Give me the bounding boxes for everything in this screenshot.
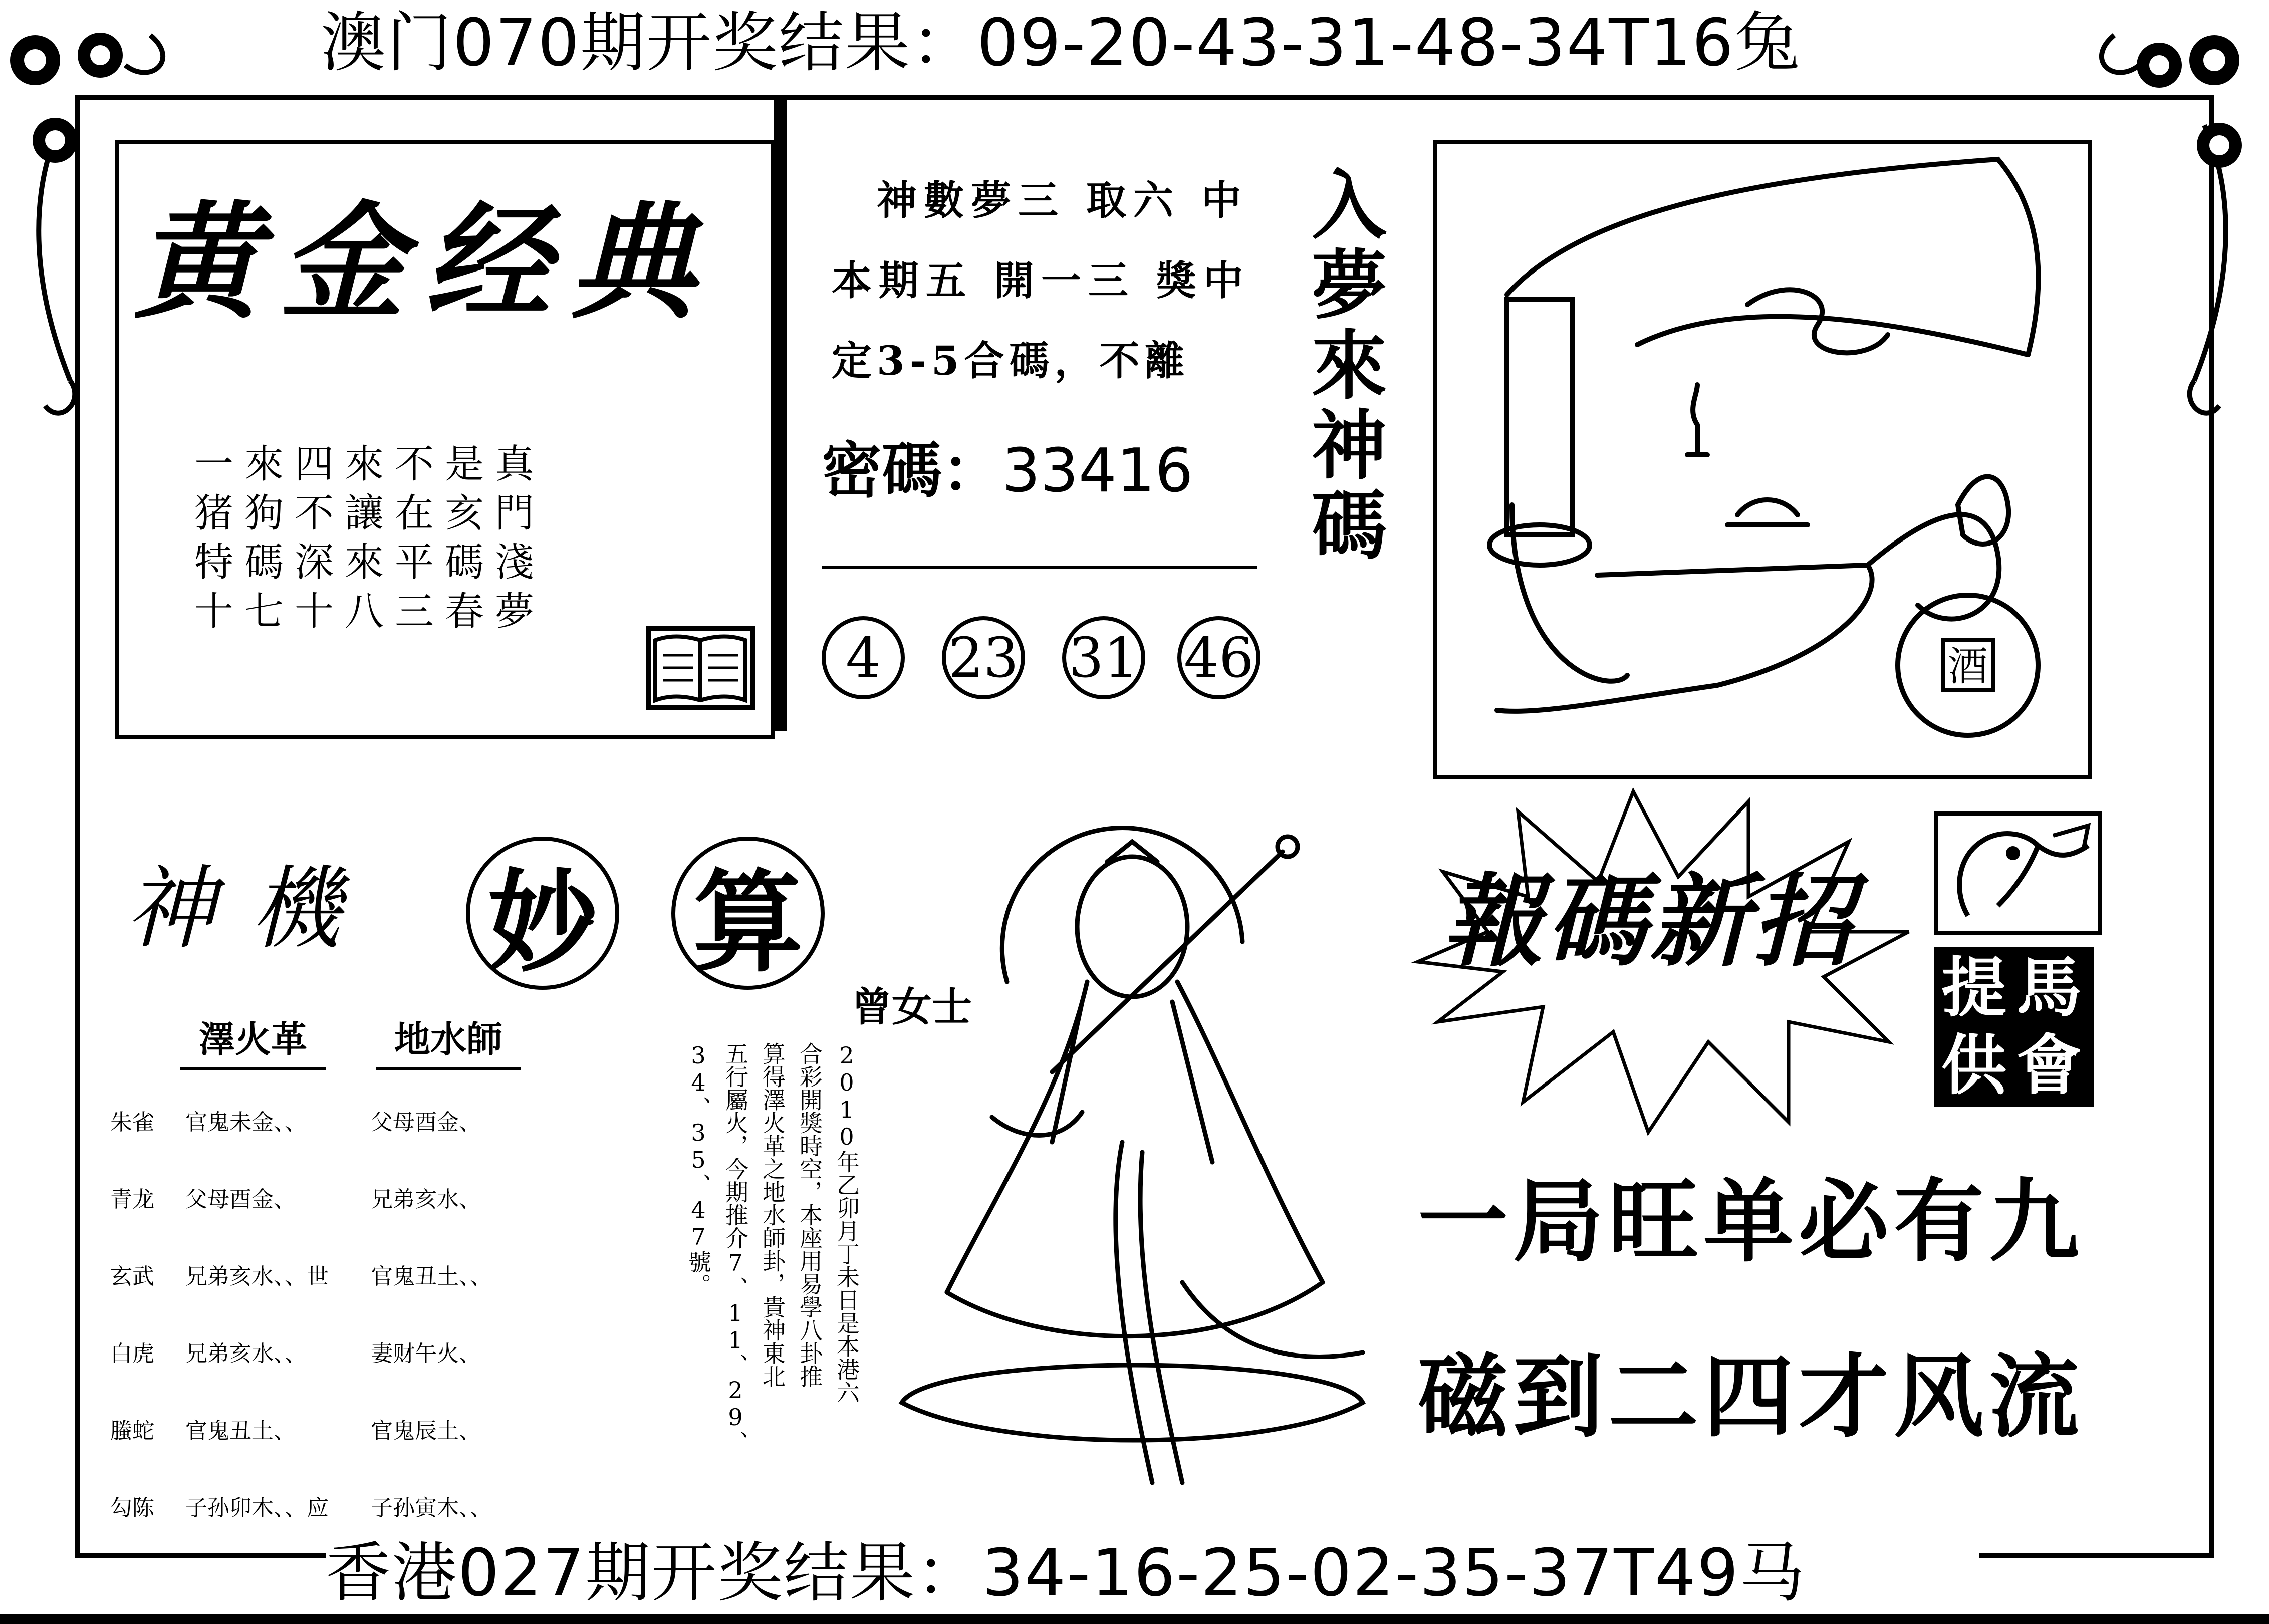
report-code-title: 報碼新招 xyxy=(1443,863,1856,980)
golden-classic-panel xyxy=(115,140,775,739)
title-char-miao-circle xyxy=(466,837,619,990)
number-ball-3-value: 31 xyxy=(1069,626,1139,690)
poem-line-2: 猪狗不讓在亥門 xyxy=(194,491,546,536)
row-beast: 青龙 xyxy=(110,1187,154,1212)
row-right: 官鬼辰土、 xyxy=(371,1418,481,1444)
table-row xyxy=(110,1403,611,1459)
table-row xyxy=(110,1326,611,1382)
explanation-col-1: 2010年乙卯月丁未日是本港六 xyxy=(833,1042,860,1404)
row-right: 父母酉金、 xyxy=(371,1110,481,1135)
number-ball-2 xyxy=(942,616,1025,699)
dream-divider xyxy=(822,566,1257,569)
title-char-ji: 機 xyxy=(250,857,341,961)
provider-char-2: 馬 xyxy=(2016,950,2082,1026)
number-ball-4-value: 46 xyxy=(1184,626,1254,690)
secret-code xyxy=(822,431,1193,511)
poem-line-3: 特碼深來平碼淺 xyxy=(194,540,546,585)
title-char-miao: 妙 xyxy=(487,857,598,987)
row-beast: 勾陈 xyxy=(110,1495,154,1521)
dream-line-2: 本期五 開一三 獎中 xyxy=(832,257,1250,304)
bottom-scan-edge xyxy=(0,1614,2269,1624)
title-char-suan-circle xyxy=(671,837,825,990)
horse-head-icon xyxy=(1938,816,2098,931)
row-right: 官鬼丑土、、 xyxy=(371,1264,492,1289)
row-left: 子孙卯木、、应 xyxy=(185,1495,329,1521)
open-book-icon xyxy=(645,625,755,710)
secret-code-label: 密碼： xyxy=(822,435,1002,506)
table-row xyxy=(110,1480,611,1536)
hongkong-result-footer: 香港027期开奖结果：34-16-25-02-35-37T49马 xyxy=(326,1535,1979,1610)
provider-block xyxy=(1934,947,2094,1107)
slogan-line-1: 一局旺单必有九 xyxy=(1418,1170,2085,1274)
number-ball-1-value: 4 xyxy=(846,626,881,690)
explanation-text xyxy=(601,1042,862,1523)
table-row xyxy=(110,1095,611,1151)
golden-classic-poem xyxy=(194,440,695,636)
provider-char-3: 供 xyxy=(1941,1027,2007,1104)
deity-illustration-icon xyxy=(872,791,1393,1513)
vertical-divider xyxy=(774,100,787,731)
hexagram-rows xyxy=(110,1095,611,1536)
row-right: 妻财午火、 xyxy=(371,1341,481,1367)
hexagram-table xyxy=(110,1012,611,1538)
row-right: 子孙寅木、、 xyxy=(371,1495,492,1521)
number-ball-2-value: 23 xyxy=(948,626,1019,690)
wine-jar-label: 酒 xyxy=(1948,643,1988,690)
scholar-drawing-icon xyxy=(1437,144,2088,775)
number-ball-4 xyxy=(1177,616,1260,699)
dream-code-panel xyxy=(822,170,1273,721)
row-left: 官鬼丑土、 xyxy=(185,1418,296,1444)
dream-line-3: 定3-5合碼，不離 xyxy=(832,337,1190,384)
secret-code-value: 33416 xyxy=(1002,436,1193,506)
row-left: 兄弟亥水、、 xyxy=(185,1341,307,1367)
poem-line-4: 十七十八三春夢 xyxy=(194,589,546,634)
row-beast: 白虎 xyxy=(110,1341,154,1367)
title-char-suan: 算 xyxy=(692,857,803,987)
row-left: 官鬼未金、、 xyxy=(185,1110,307,1135)
table-row xyxy=(110,1249,611,1305)
row-beast: 螣蛇 xyxy=(110,1418,154,1444)
number-ball-1 xyxy=(822,616,905,699)
dream-vertical-title: 入夢來神碼 xyxy=(1299,165,1387,566)
row-beast: 玄武 xyxy=(110,1264,154,1289)
provider-char-4: 會 xyxy=(2016,1027,2082,1104)
macau-result-header: 澳门070期开奖结果：09-20-43-31-48-34T16兔 xyxy=(321,5,1974,80)
dream-line-1: 神數夢三 取六 中 xyxy=(877,177,1248,224)
hexagram-right-header: 地水師 xyxy=(376,1012,521,1070)
golden-classic-title: 黄金经典 xyxy=(134,188,715,336)
row-beast: 朱雀 xyxy=(110,1110,154,1135)
explanation-col-2: 合彩開獎時空，本座用易學八卦推 xyxy=(796,1042,823,1388)
poem-line-1: 一來四來不是真 xyxy=(194,442,546,487)
row-left: 父母酉金、 xyxy=(185,1187,296,1212)
slogan-line-2: 磁到二四才风流 xyxy=(1418,1345,2085,1450)
number-ball-3 xyxy=(1062,616,1145,699)
explanation-col-5: 34、35、47號。 xyxy=(685,1042,712,1296)
table-row xyxy=(110,1172,611,1228)
hexagram-left-header: 澤火革 xyxy=(180,1012,326,1070)
provider-char-1: 提 xyxy=(1941,950,2007,1026)
scholar-illustration xyxy=(1433,140,2092,779)
horse-logo xyxy=(1934,811,2102,935)
wonder-calc-title xyxy=(125,832,877,997)
author-name: 曾女士 xyxy=(852,983,972,1030)
title-char-shen: 神 xyxy=(125,857,216,961)
row-left: 兄弟亥水、、世 xyxy=(185,1264,329,1289)
row-right: 兄弟亥水、 xyxy=(371,1187,481,1212)
explanation-col-4: 五行屬火，今期推介7、11、29、 xyxy=(722,1042,749,1454)
explanation-col-3: 算得澤火革之地水師卦，貴神東北 xyxy=(759,1042,786,1388)
